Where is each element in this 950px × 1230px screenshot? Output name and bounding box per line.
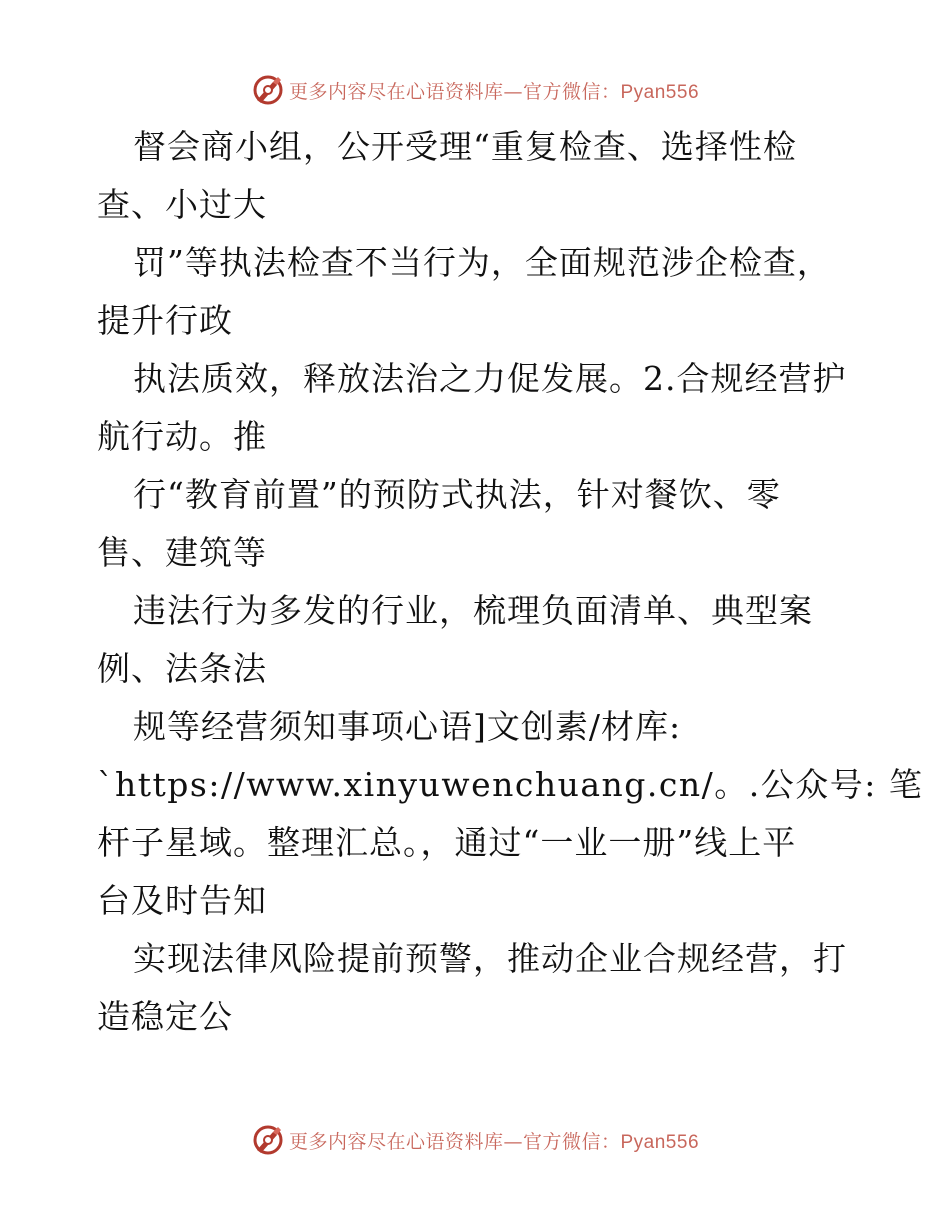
header-watermark-text [289, 77, 699, 104]
body-line: 行“教育前置”的预防式执法，针对餐饮、零 [133, 475, 781, 514]
body-line: 查、小过大 [97, 185, 267, 224]
body-line: 执法质效，释放法治之力促发展。2.合规经营护 [133, 359, 847, 398]
body-line: 违法行为多发的行业，梳理负面清单、典型案 [133, 591, 813, 630]
body-line: 台及时告知 [97, 881, 267, 920]
footer-watermark-contact-label: 官方微信： [522, 1130, 621, 1153]
body-line-url: `https://www.xinyuwenchuang.cn/。.公众号: 笔 [97, 765, 924, 804]
body-line: 实现法律风险提前预警，推动企业合规经营，打 [133, 939, 847, 978]
body-line: 督会商小组，公开受理“重复检查、选择性检 [133, 127, 797, 166]
body-line: 提升行政 [97, 301, 233, 340]
header-watermark-contact-label: 官方微信： [522, 80, 621, 103]
header-watermark-dash: — [503, 80, 523, 103]
document-body [97, 118, 924, 1046]
header-watermark-slogan: 更多内容尽在心语资料库 [288, 80, 504, 103]
header-watermark-handle: Pyan556 [620, 81, 700, 103]
footer-watermark-text [289, 1127, 699, 1154]
body-line: 航行动。推 [97, 417, 267, 456]
red-pen-circle-logo-icon [251, 1123, 285, 1157]
red-pen-circle-logo-icon [251, 73, 285, 107]
body-line: 规等经营须知事项心语]文创素/材库: [133, 707, 682, 746]
body-line: 罚”等执法检查不当行为，全面规范涉企检查， [133, 243, 831, 282]
body-line: 造稳定公 [97, 997, 233, 1036]
footer-watermark-handle: Pyan556 [620, 1131, 700, 1153]
footer-watermark-banner [0, 1120, 950, 1160]
body-line: 售、建筑等 [97, 533, 267, 572]
header-watermark-banner [0, 70, 950, 110]
footer-watermark-dash: — [503, 1130, 523, 1153]
body-line: 杆子星域。整理汇总。，通过“一业一册”线上平 [97, 823, 797, 862]
footer-watermark-slogan: 更多内容尽在心语资料库 [288, 1130, 504, 1153]
body-line: 例、法条法 [97, 649, 267, 688]
